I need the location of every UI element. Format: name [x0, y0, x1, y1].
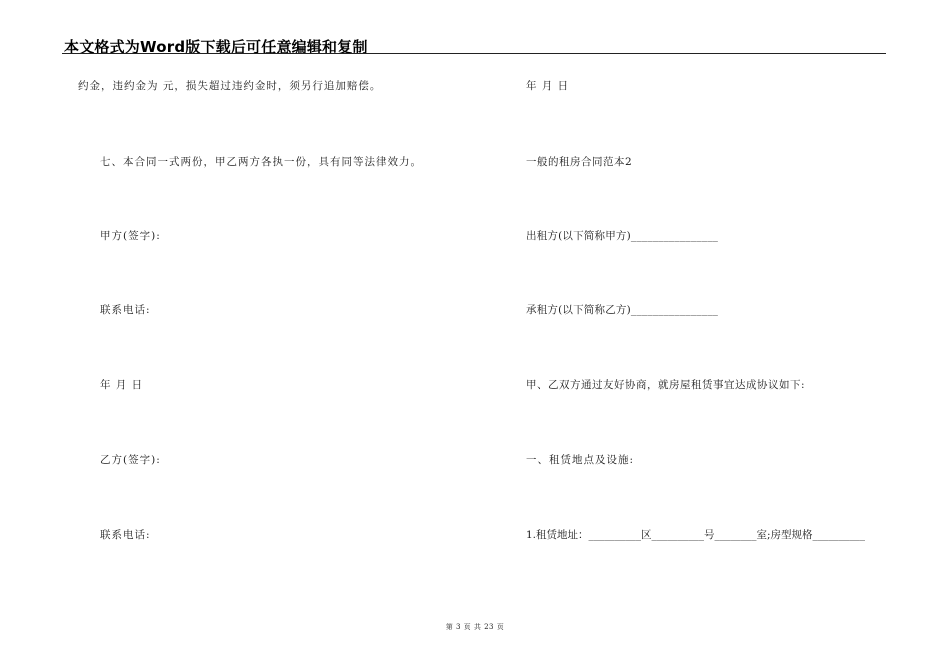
left-text-line: 联系电话: [100, 529, 151, 541]
left-text-line: 年 月 日 [100, 379, 144, 391]
right-text-line: 承租方(以下简称乙方)________________ [526, 304, 719, 316]
left-text-line: 甲方(签字): [100, 230, 161, 242]
left-text-line: 七、本合同一式两份，甲乙两方各执一份，具有同等法律效力。 [100, 156, 422, 168]
left-text-line: 约金，违约金为 元，损失超过违约金时，须另行追加赔偿。 [78, 80, 382, 92]
left-text-line: 乙方(签字): [100, 454, 161, 466]
right-text-line: 一、租赁地点及设施: [526, 454, 635, 466]
document-header-title: 本文格式为Word版下载后可任意编辑和复制 [64, 38, 368, 56]
right-text-line: 年 月 日 [526, 80, 570, 92]
right-text-line: 1.租赁地址：__________区__________号________室;房型规格__________ [526, 529, 866, 541]
right-text-line: 甲、乙双方通过友好协商，就房屋租赁事宜达成协议如下: [526, 379, 806, 391]
header-divider [62, 53, 886, 54]
left-text-line: 联系电话: [100, 304, 151, 316]
page-number-footer: 第 3 页 共 23 页 [445, 623, 505, 631]
right-text-line: 一般的租房合同范本2 [526, 156, 633, 168]
right-text-line: 出租方(以下简称甲方)________________ [526, 230, 719, 242]
